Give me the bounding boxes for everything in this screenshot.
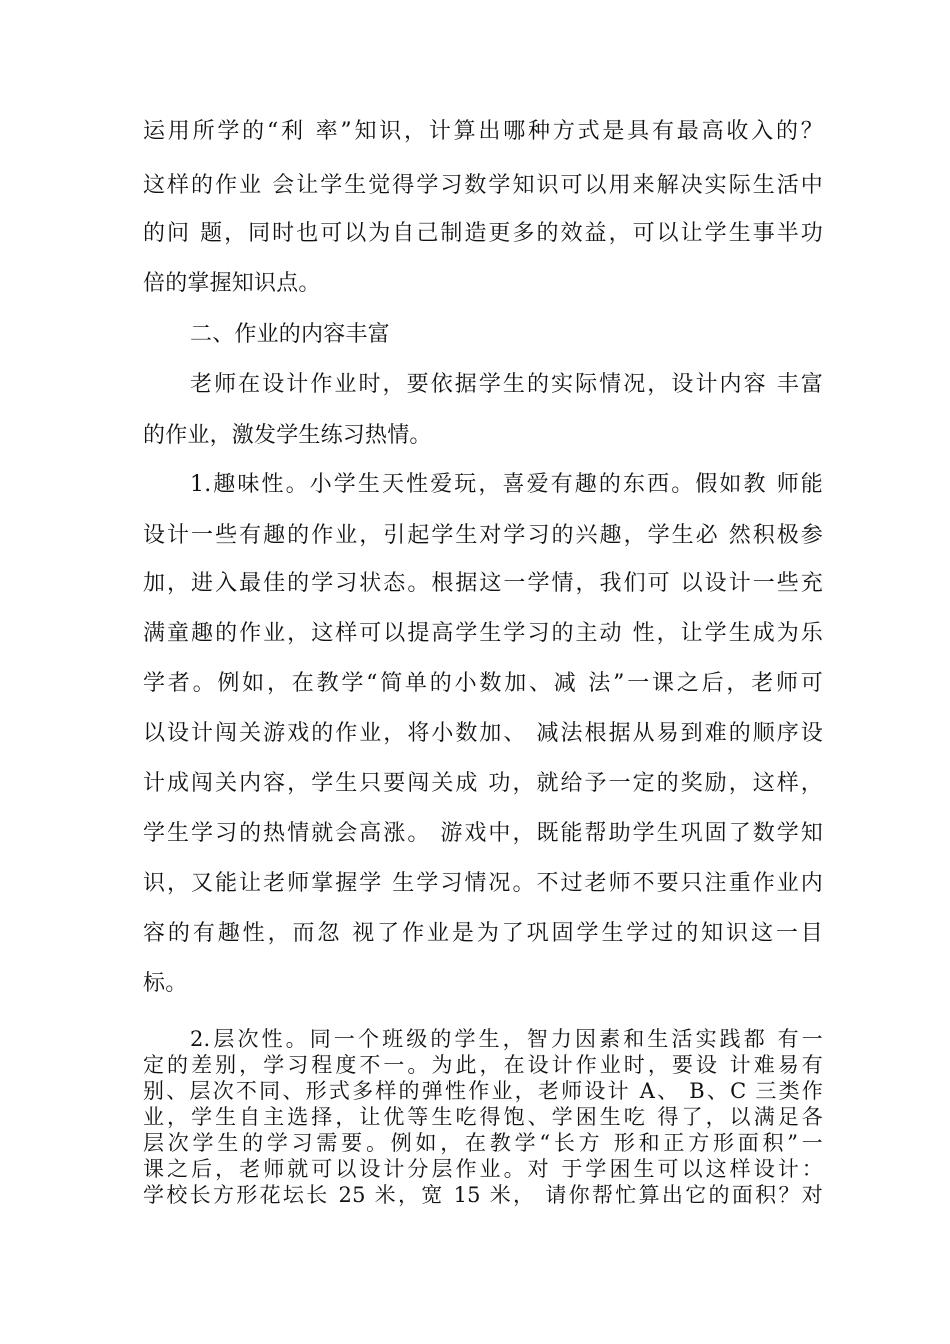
text-line: 别、层次不同、形式多样的弹性作业，老师设计 A、 B、C 三类作 [143, 1079, 823, 1103]
text-line: 学生学习的热情就会高涨。 游戏中，既能帮助学生巩固了数学知 [143, 821, 823, 846]
text-line: 这样的作业 会让学生觉得学习数学知识可以用来解决实际生活中 [143, 173, 823, 198]
text-line: 识，又能让老师掌握学 生学习情况。不过老师不要只注重作业内 [143, 871, 823, 896]
text-line: 老师在设计作业时，要依据学生的实际情况，设计内容 丰富 [190, 372, 823, 397]
text-line: 标。 [143, 971, 188, 996]
text-line: 学校长方形花坛长 25 米，宽 15 米， 请你帮忙算出它的面积？对 [143, 1183, 823, 1207]
text-line: 课之后，老师就可以设计分层作业。对 于学困生可以这样设计： [143, 1157, 823, 1181]
text-line: 1.趣味性。小学生天性爱玩，喜爱有趣的东西。假如教 师能 [190, 472, 823, 497]
text-line: 计成闯关内容，学生只要闯关成 功，就给予一定的奖励，这样， [143, 771, 823, 796]
text-line: 业，学生自主选择，让优等生吃得饱、学困生吃 得了，以满足各 [143, 1105, 823, 1129]
section-heading: 二、作业的内容丰富 [190, 322, 390, 347]
text-line: 容的有趣性，而忽 视了作业是为了巩固学生学过的知识这一目 [143, 921, 823, 946]
text-line: 加，进入最佳的学习状态。根据这一学情，我们可 以设计一些充 [143, 571, 823, 596]
text-line: 运用所学的“利 率”知识，计算出哪种方式是具有最高收入的？ [143, 119, 823, 144]
text-line: 的问 题，同时也可以为自己制造更多的效益，可以让学生事半功 [143, 221, 823, 246]
text-line: 倍的掌握知识点。 [143, 271, 321, 296]
text-line: 学者。例如，在教学“简单的小数加、减 法”一课之后，老师可 [143, 671, 823, 696]
text-line: 以设计闯关游戏的作业，将小数加、 减法根据从易到难的顺序设 [143, 721, 823, 746]
text-line: 定的差别，学习程度不一。为此，在设计作业时，要设 计难易有 [143, 1053, 823, 1077]
text-line: 的作业，激发学生练习热情。 [143, 423, 432, 448]
text-line: 2.层次性。同一个班级的学生，智力因素和生活实践都 有一 [190, 1027, 823, 1051]
text-line: 设计一些有趣的作业，引起学生对学习的兴趣，学生必 然积极参 [143, 523, 823, 548]
text-line: 满童趣的作业，这样可以提高学生学习的主动 性，让学生成为乐 [143, 621, 823, 646]
text-line: 层次学生的学习需要。例如，在教学“长方 形和正方形面积”一 [143, 1131, 823, 1155]
